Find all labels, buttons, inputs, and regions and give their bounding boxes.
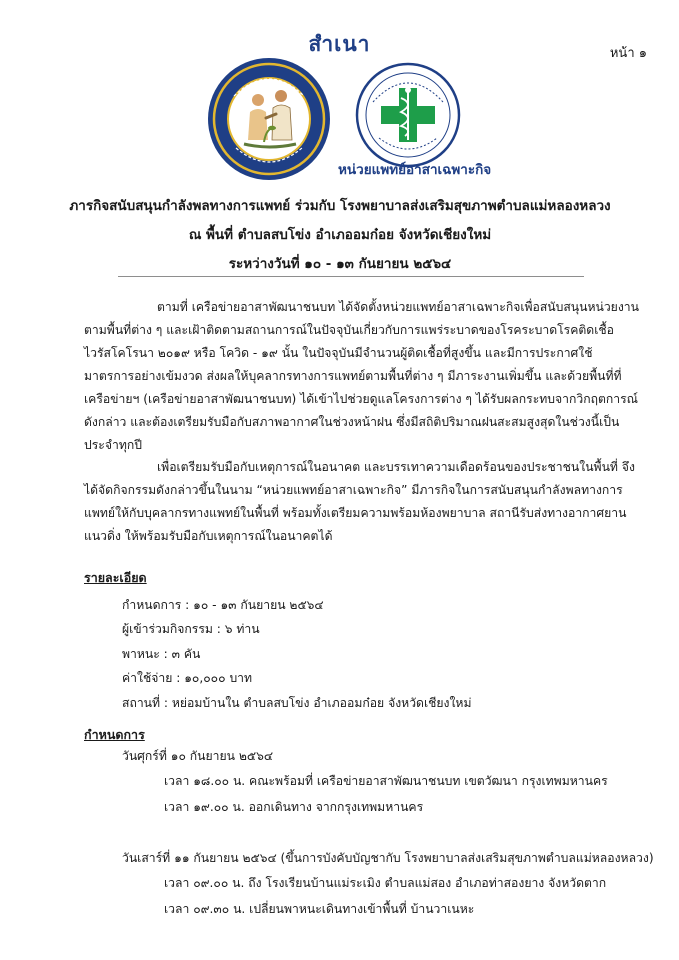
detail-vehicles: พาหนะ : ๓ คัน [122, 646, 201, 661]
detail-cost: ค่าใช้จ่าย : ๑๐,๐๐๐ บาท [122, 671, 253, 686]
title-line-3: ระหว่างวันที่ ๑๐ - ๑๓ กันยายน ๒๕๖๔ [228, 256, 452, 272]
schedule-slot: เวลา ๑๙.๐๐ น. ออกเดินทาง จากกรุงเทพมหานคร [164, 800, 424, 814]
body-paragraph-1: ตามที่ เครือข่ายอาสาพัฒนาชนบท ได้จัดตั้งหน่วยแพทย์อาสาเฉพาะกิจเพื่อสนับสนุนหน่วยงานตามพื้นที่ต่าง ๆ และเฝ้าติดตามสถานการณ์ในปัจจุบันเกี่ยวกับการแพร่ระบาดของโรคระบาดโรคติดเชื้อไวรัสโคโรนา ๒๐๑๙ หรือ โควิด - ๑๙ นั้น ในปัจจุบันมีจำนวนผู้ติดเชื้อที่สูงขึ้น และมีการประกาศใช้มาตรการอย่างเข้มงวด ส่งผลให้บุคลากรทางการแพทย์ตามพื้นที่ต่าง ๆ มีภาระงานเพิ่มขึ้น และด้วยพื้นที่ที่เครือข่ายฯ (เครือข่ายอาสาพัฒนาชนบท) ได้เข้าไปช่วยดูแลโครงการต่าง ๆ ได้รับผลกระทบจากวิกฤตการณ์ดังกล่าว และต้องเตรียมรับมือกับสภาพอากาศในช่วงหน้าฝน ซึ่งมีสถิติปริมาณฝนสะสมสูงสุดในช่วงนี้เป็นประจำทุกปี [84, 300, 639, 452]
schedule-day-2: วันเสาร์ที่ ๑๑ กันยายน ๒๕๖๔ (ขึ้นการบังคับบัญชากับ โรงพยาบาลส่งเสริมสุขภาพตำบลแม่หลองหลวง) [122, 851, 654, 865]
schedule-slot: เวลา ๐๙.๓๐ น. เปลี่ยนพาหนะเดินทางเข้าพื้นที่ บ้านวาเนหะ [164, 902, 475, 916]
medical-unit-logo [355, 62, 461, 168]
schedule-slot: เวลา ๑๘.๐๐ น. คณะพร้อมที่ เครือข่ายอาสาพัฒนาชนบท เขตวัฒนา กรุงเทพมหานคร [164, 774, 608, 788]
schedule-slot: เวลา ๐๙.๐๐ น. ถึง โรงเรียนบ้านแม่ระเมิง ตำบลแม่สอง อำเภอท่าสองยาง จังหวัดตาก [164, 876, 607, 890]
schedule-day-1: วันศุกร์ที่ ๑๐ กันยายน ๒๕๖๔ [122, 749, 274, 763]
detail-participants: ผู้เข้าร่วมกิจกรรม : ๖ ท่าน [122, 622, 260, 637]
title-divider [118, 276, 584, 277]
detail-location: สถานที่ : หย่อมบ้านใน ตำบลสบโข่ง อำเภออมก๋อย จังหวัดเชียงใหม่ [122, 695, 472, 710]
document-title [40, 192, 640, 279]
detail-schedule: กำหนดการ : ๑๐ - ๑๓ กันยายน ๒๕๖๔ [122, 598, 324, 612]
page-number: หน้า ๑ [609, 46, 647, 61]
copy-stamp: สำเนา [308, 32, 371, 56]
schedule-heading: กำหนดการ [84, 727, 145, 742]
body-paragraph-2: เพื่อเตรียมรับมือกับเหตุการณ์ในอนาคต และบรรเทาความเดือดร้อนของประชาชนในพื้นที่ จึงได้จัดกิจกรรมดังกล่าวขึ้นในนาม “หน่วยแพทย์อาสาเฉพาะกิจ” มีภารกิจในการสนับสนุนกำลังพลทางการแพทย์ให้กับบุคลากรทางแพทย์ในพื้นที่ พร้อมทั้งเตรียมความพร้อมห้องพยาบาล สถานีรับส่งทางอากาศยานแนวดิ่ง ให้พร้อมรับมือกับเหตุการณ์ในอนาคตได้ [84, 460, 635, 543]
unit-caption: หน่วยแพทย์อาสาเฉพาะกิจ [338, 162, 492, 178]
title-line-2: ณ พื้นที่ ตำบลสบโข่ง อำเภออมก๋อย จังหวัดเชียงใหม่ [188, 227, 492, 243]
volunteer-network-logo [206, 56, 332, 182]
title-line-1: ภารกิจสนับสนุนกำลังพลทางการแพทย์ ร่วมกับ โรงพยาบาลส่งเสริมสุขภาพตำบลแม่หลองหลวง [69, 198, 611, 214]
details-list [122, 593, 472, 715]
details-heading: รายละเอียด [84, 570, 147, 585]
